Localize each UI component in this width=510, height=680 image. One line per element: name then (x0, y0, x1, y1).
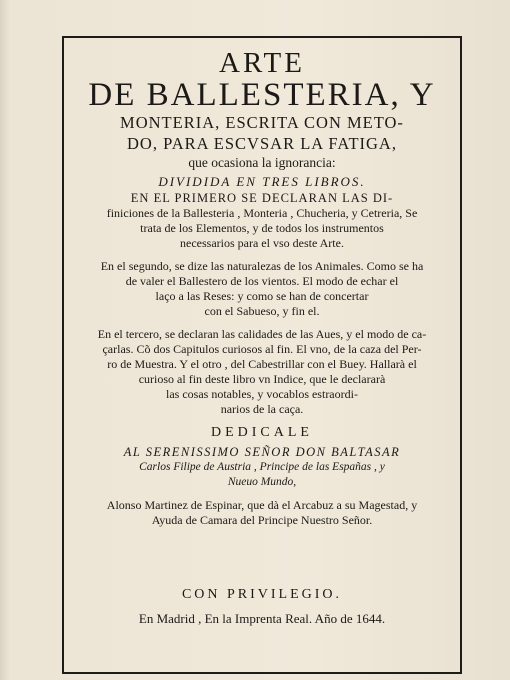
dedicatee-line-3: Nueuo Mundo, (227, 476, 297, 488)
imprint-line: En Madrid , En la Imprenta Real. Año de 1644. (138, 611, 386, 626)
title-page-text (70, 48, 454, 528)
imprint-block (70, 586, 454, 627)
book1-line: trata de los Elementos, y de todos los instrumentos (140, 221, 384, 235)
dedication-heading: DEDICALE (211, 425, 313, 440)
book1-line: finiciones de la Ballesteria , Monteria , Chucheria, y Cetreria, Se (106, 206, 418, 220)
book2-line: laço a las Reses: y como se han de concertar (155, 289, 369, 303)
book2-line: de valer el Ballestero de los vientos. El modo de echar el (125, 274, 399, 288)
title-line-5: que ocasiona la ignorancia: (188, 155, 336, 170)
title-line-4: DO, PARA ESCVSAR LA FATIGA, (127, 134, 397, 153)
book3-line: ro de Muestra. Y el otro , del Cabestrillar con el Buey. Hallarà el (107, 357, 417, 371)
book2-line: con el Sabueso, y fin el. (204, 304, 320, 318)
dedicatee-line-1: AL SERENISSIMO SEÑOR DON BALTASAR (123, 445, 401, 459)
book2-line: En el segundo, se dize las naturalezas de los Animales. Como se ha (100, 259, 424, 273)
author-line-1: Alonso Martinez de Espinar, que dà el Arcabuz a su Magestad, y (106, 498, 418, 512)
title-line-2: DE BALLESTERIA, Y (88, 77, 436, 113)
book3-line: çarlas. Cõ dos Capitulos curiosos al fin. El vno, de la caza del Per- (102, 342, 422, 356)
privilege-line: CON PRIVILEGIO. (181, 587, 343, 602)
book3-line: narios de la caça. (220, 402, 304, 416)
book3-line: las cosas notables, y vocablos estraordi- (166, 387, 358, 401)
title-line-1: ARTE (219, 47, 305, 79)
title-line-3: MONTERIA, ESCRITA CON METO- (120, 113, 404, 132)
dedicatee-line-2: Carlos Filipe de Austria , Principe de las Españas , y (139, 461, 385, 473)
book1-line: necessarios para el vso deste Arte. (180, 236, 344, 250)
book3-line: En el tercero, se declaran las calidades de las Aues, y el modo de ca- (97, 327, 427, 341)
book1-heading: EN EL PRIMERO SE DECLARAN LAS DI- (130, 191, 394, 205)
book3-line: curioso al fin deste libro vn Indice, que le declararà (138, 372, 386, 386)
author-line-2: Ayuda de Camara del Principe Nuestro Señor. (151, 513, 373, 527)
division-heading: DIVIDIDA EN TRES LIBROS. (158, 174, 366, 189)
